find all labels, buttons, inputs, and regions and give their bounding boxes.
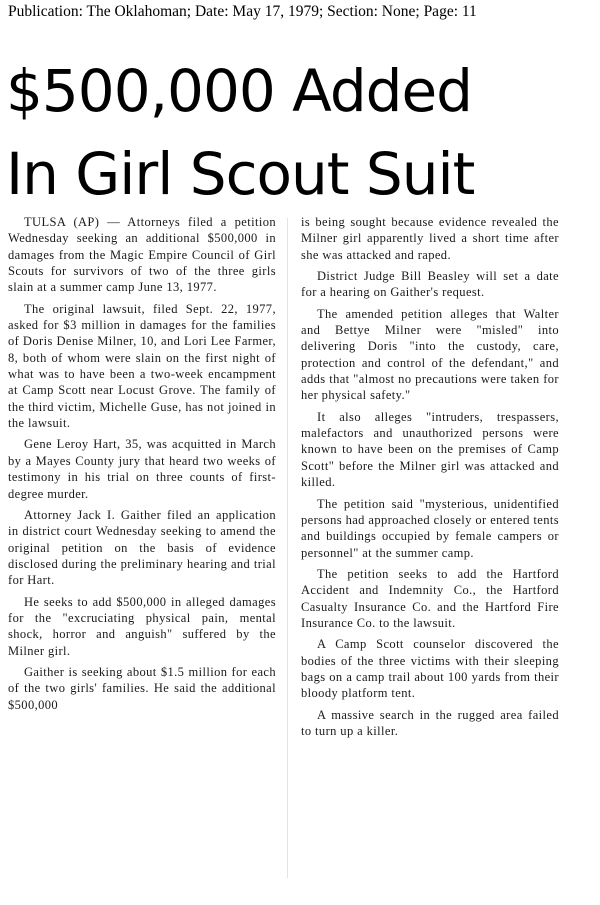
article-column-left <box>8 214 276 718</box>
paragraph: He seeks to add $500,000 in alleged damages for the "excruciating physical pain, mental shock, horror and anguish" suffered by the Milner girl. <box>8 594 276 658</box>
paragraph: Attorney Jack I. Gaither filed an application in district court Wednesday seeking to amend the original petition on the basis of evidence disclosed during the preliminary hearing and trial for Hart. <box>8 507 276 588</box>
paragraph: The original lawsuit, filed Sept. 22, 1977, asked for $3 million in damages for the families of Doris Denise Milner, 10, and Lori Lee Farmer, 8, both of whom were slain on the first night of what was to have been a two-week encampment at Camp Scott near Locust Grove. The family of the third victim, Michelle Guse, has not joined in the lawsuit. <box>8 301 276 431</box>
article-column-right <box>301 214 559 744</box>
paragraph: is being sought because evidence revealed the Milner girl apparently lived a short time after she was attacked and raped. <box>301 215 559 262</box>
paragraph: Gaither is seeking about $1.5 million for each of the two girls' families. He said the additional $500,000 <box>8 664 276 712</box>
headline-line-2: In Girl Scout Suit <box>6 140 475 208</box>
column-divider <box>287 218 288 878</box>
headline-line-1: $500,000 Added <box>6 57 472 125</box>
headline <box>6 50 474 216</box>
publication-line: Publication: The Oklahoman; Date: May 17, 1979; Section: None; Page: 11 <box>8 3 477 20</box>
paragraph: A Camp Scott counselor discovered the bodies of the three victims with their sleeping bags on a camp trail about 100 yards from their bloody platform tent. <box>301 637 559 701</box>
paragraph: The petition seeks to add the Hartford Accident and Indemnity Co., the Hartford Casualty Insurance Co. and the Hartford Fire Insurance Co. to the lawsuit. <box>301 566 559 630</box>
paragraph: Gene Leroy Hart, 35, was acquitted in March by a Mayes County jury that heard two weeks of testimony in his trial on three counts of first-degree murder. <box>8 437 276 501</box>
paragraph: The amended petition alleges that Walter and Bettye Milner were "misled" into delivering Doris "into the custody, care, protection and control of the defendant," and adds that "almost no precautions were taken for her physical safety." <box>301 306 559 403</box>
paragraph: TULSA (AP) — Attorneys filed a petition Wednesday seeking an additional $500,000 in damages from the Magic Empire Council of Girl Scouts for survivors of two of the three girls slain at a summer camp June 13, 1977. <box>8 215 276 295</box>
paragraph: It also alleges "intruders, trespassers, malefactors and unauthorized persons were known to have been on the premises of Camp Scott" before the Milner girl was attacked and killed. <box>301 409 559 490</box>
paragraph: A massive search in the rugged area failed to turn up a killer. <box>301 707 559 738</box>
paragraph: The petition said "mysterious, unidentified persons had approached closely or entered tents and buildings occupied by female campers or personnel" at the summer camp. <box>301 496 559 560</box>
paragraph: District Judge Bill Beasley will set a date for a hearing on Gaither's request. <box>301 269 559 300</box>
